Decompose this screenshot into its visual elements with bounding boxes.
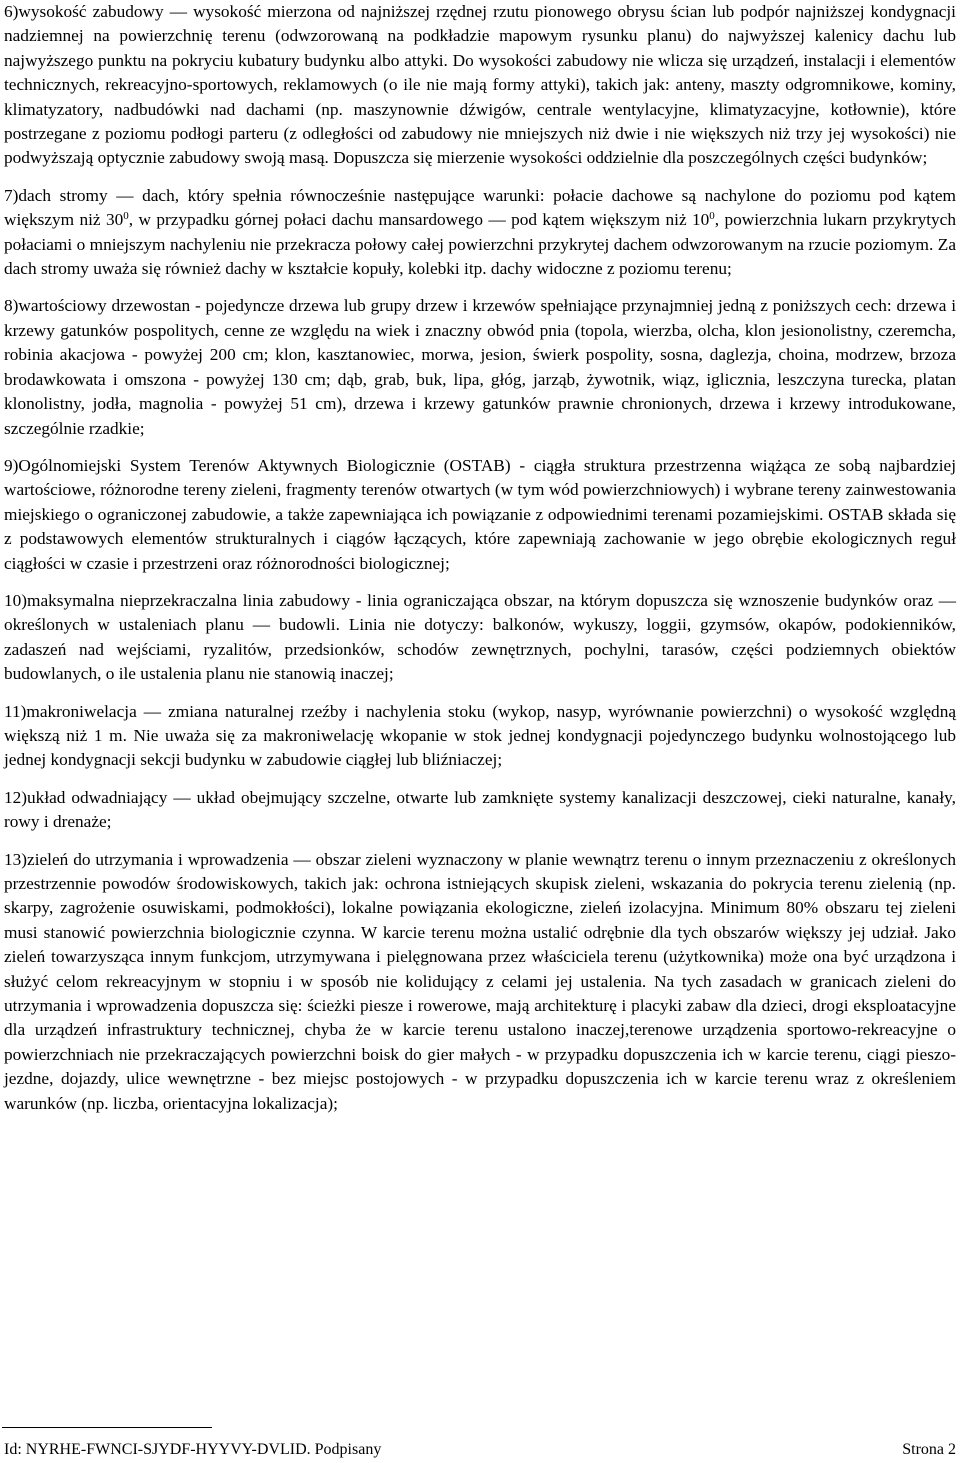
paragraph-13: 13)zieleń do utrzymania i wprowadzenia — obszar zieleni wyznaczony w planie wewnątrz terenu o innym przeznaczeniu z określonych przestrzennie powodów środowiskowych, takich jak: ochrona istniejących skupisk zieleni, wskazania do pokrycia terenu zielenią (np. skarpy, zagrożenie osuwiskami, podmokłości), lokalne powiązania ekologiczne, zieleń izolacyjna. Minimum 80% obszaru tej zieleni musi stanowić powierzchnia biologicznie czynna. W karcie terenu można ustalić odrębnie dla tych obszarów większy jej udział. Jako zieleń towarzysząca innym funkcjom, utrzymywana i pielęgnowana przez właściciela terenu (użytkownika) może ona być urządzona i służyć celom rekreacyjnym w stopniu i w sposób nie kolidujący z celami jej ustalenia. Na tych zasadach w granicach zieleni do utrzymania i wprowadzenia dopuszcza się: ścieżki piesze i rowerowe, mają architekturę i placyki zabaw dla dzieci, drogi eksploatacyjne dla urządzeń infrastruktury technicznej, chyba że w karcie terenu ustalono inaczej,terenowe urządzenia sportowo-rekreacyjne o powierzchniach nie przekraczających powierzchni boisk do gier małych - w przypadku dopuszczenia ich w karcie terenu, ciągi pieszo-jezdne, dojazdy, ulice wewnętrzne - bez miejsc postojowych - w przypadku dopuszczenia ich w karcie terenu wraz z określeniem warunków (np. liczba, orientacyjna lokalizacja);: [4, 849, 956, 1113]
paragraph-9: 9)Ogólnomiejski System Terenów Aktywnych Biologicznie (OSTAB) - ciągła struktura przestrzenna wiążąca ze sobą najbardziej wartościowe, różnorodne tereny zieleni, fragmenty terenów otwartych (w tym wód powierzchniowych) i wybrane tereny zainwestowania miejskiego o ograniczonej zabudowie, a także zapewniająca ich powiązanie z odpowiednimi terenami pozamiejskimi. OSTAB składa się z podstawowych elementów strukturalnych i ciągów łączących, które zapewniają zachowanie w jego obrębie ekologicznych reguł ciągłości w czasie i przestrzeni oraz różnorodności biologicznej;: [4, 455, 956, 573]
paragraph-12: 12)układ odwadniający — układ obejmujący szczelne, otwarte lub zamknięte systemy kanalizacji deszczowej, cieki naturalne, kanały, rowy i drenaże;: [4, 787, 956, 832]
paragraph-7-text-a: 7)dach stromy — dach, który spełnia równocześnie następujące warunki: połacie dachowe są nachylone do poziomu pod kątem większym niż 30: [4, 185, 956, 230]
paragraph-7: [4, 184, 956, 282]
degree-superscript-b: 0: [709, 210, 715, 223]
document-id: Id: NYRHE-FWNCI-SJYDF-HYYVY-DVLID. Podpisany: [4, 1441, 382, 1458]
paragraph-11: 11)makroniwelacja — zmiana naturalnej rzeźby i nachylenia stoku (wykop, nasyp, wyrównanie powierzchni) o wysokość względną większą niż 1 m. Nie uważa się za makroniwelację wkopanie w stok jednej kondygnacji pojedynczego budynku wolnostojącego lub jednej kondygnacji sekcji budynku w zabudowie ciągłej lub bliźniaczej;: [4, 701, 956, 770]
page-number: Strona 2: [902, 1441, 956, 1458]
paragraph-6: 6)wysokość zabudowy — wysokość mierzona od najniższej rzędnej rzutu pionowego obrysu ścian lub podpór najniższej kondygnacji nadziemnej na powierzchnię terenu (odwzorowaną na podkładzie mapowym rysunku planu) do najwyższej kalenicy dachu lub najwyższego punktu na pokryciu kubatury budynku albo attyki. Do wysokości zabudowy nie wlicza się urządzeń, instalacji i elementów technicznych, rekreacyjno-sportowych, reklamowych (o ile nie mają formy attyki), takich jak: anteny, maszty odgromnikowe, kominy, klimatyzatory, nadbudówki nad dachami (np. maszynownie dźwigów, centrale wentylacyjne, klimatyzacyjne, kotłownie), które postrzegane z poziomu podłogi parteru (z odległości od zabudowy nie mniejszych niż dwie i nie większych niż trzy jej wysokości) nie podwyższają optycznie zabudowy swoją masą. Dopuszcza się mierzenie wysokości oddzielnie dla poszczególnych części budynków;: [4, 2, 956, 168]
degree-superscript-a: 0: [123, 210, 129, 223]
footer-divider: [2, 1427, 212, 1428]
paragraph-7-text-b: , w przypadku górnej połaci dachu mansardowego — pod kątem większym niż 10: [128, 210, 710, 230]
paragraph-10: 10)maksymalna nieprzekraczalna linia zabudowy - linia ograniczająca obszar, na którym dopuszcza się wznoszenie budynków oraz — określonych w ustaleniach planu — budowli. Linia nie dotyczy: balkonów, wykuszy, loggii, gzymsów, okapów, podokienników, zadaszeń nad wejściami, ryzalitów, przedsionków, schodów zewnętrznych, pochylni, tarasów, części podziemnych obiektów budowlanych, o ile ustalenia planu nie stanowią inaczej;: [4, 590, 956, 684]
paragraph-7-text-c: , powierzchnia lukarn przykrytych połaciami o mniejszym nachyleniu nie przekracza połowy całej powierzchni przykrytej dachem odwzorowanym na rzucie poziomym. Za dach stromy uważa się również dachy w kształcie kopuły, kolebki itp. dachy widoczne z poziomu terenu;: [4, 210, 956, 279]
paragraph-8: 8)wartościowy drzewostan - pojedyncze drzewa lub grupy drzew i krzewów spełniające przynajmniej jedną z poniższych cech: drzewa i krzewy gatunków pospolitych, cenne ze względu na wiek i znaczny obwód pnia (topola, wierzba, olcha, klon jesionolistny, czeremcha, robinia akacjowa - powyżej 200 cm; klon, kasztanowiec, morwa, jesion, świerk pospolity, sosna, daglezja, choina, modrzew, brzoza brodawkowata i omszona - powyżej 130 cm; dąb, grab, buk, lipa, głóg, jarząb, żywotnik, wiąz, iglicznia, leszczyna turecka, platan klonolistny, jodła, magnolia - powyżej 51 cm), drzewa i krzewy gatunków prawnie chronionych, drzewa i krzewy introdukowane, szczególnie rzadkie;: [4, 296, 956, 438]
page-footer: [4, 1440, 956, 1460]
